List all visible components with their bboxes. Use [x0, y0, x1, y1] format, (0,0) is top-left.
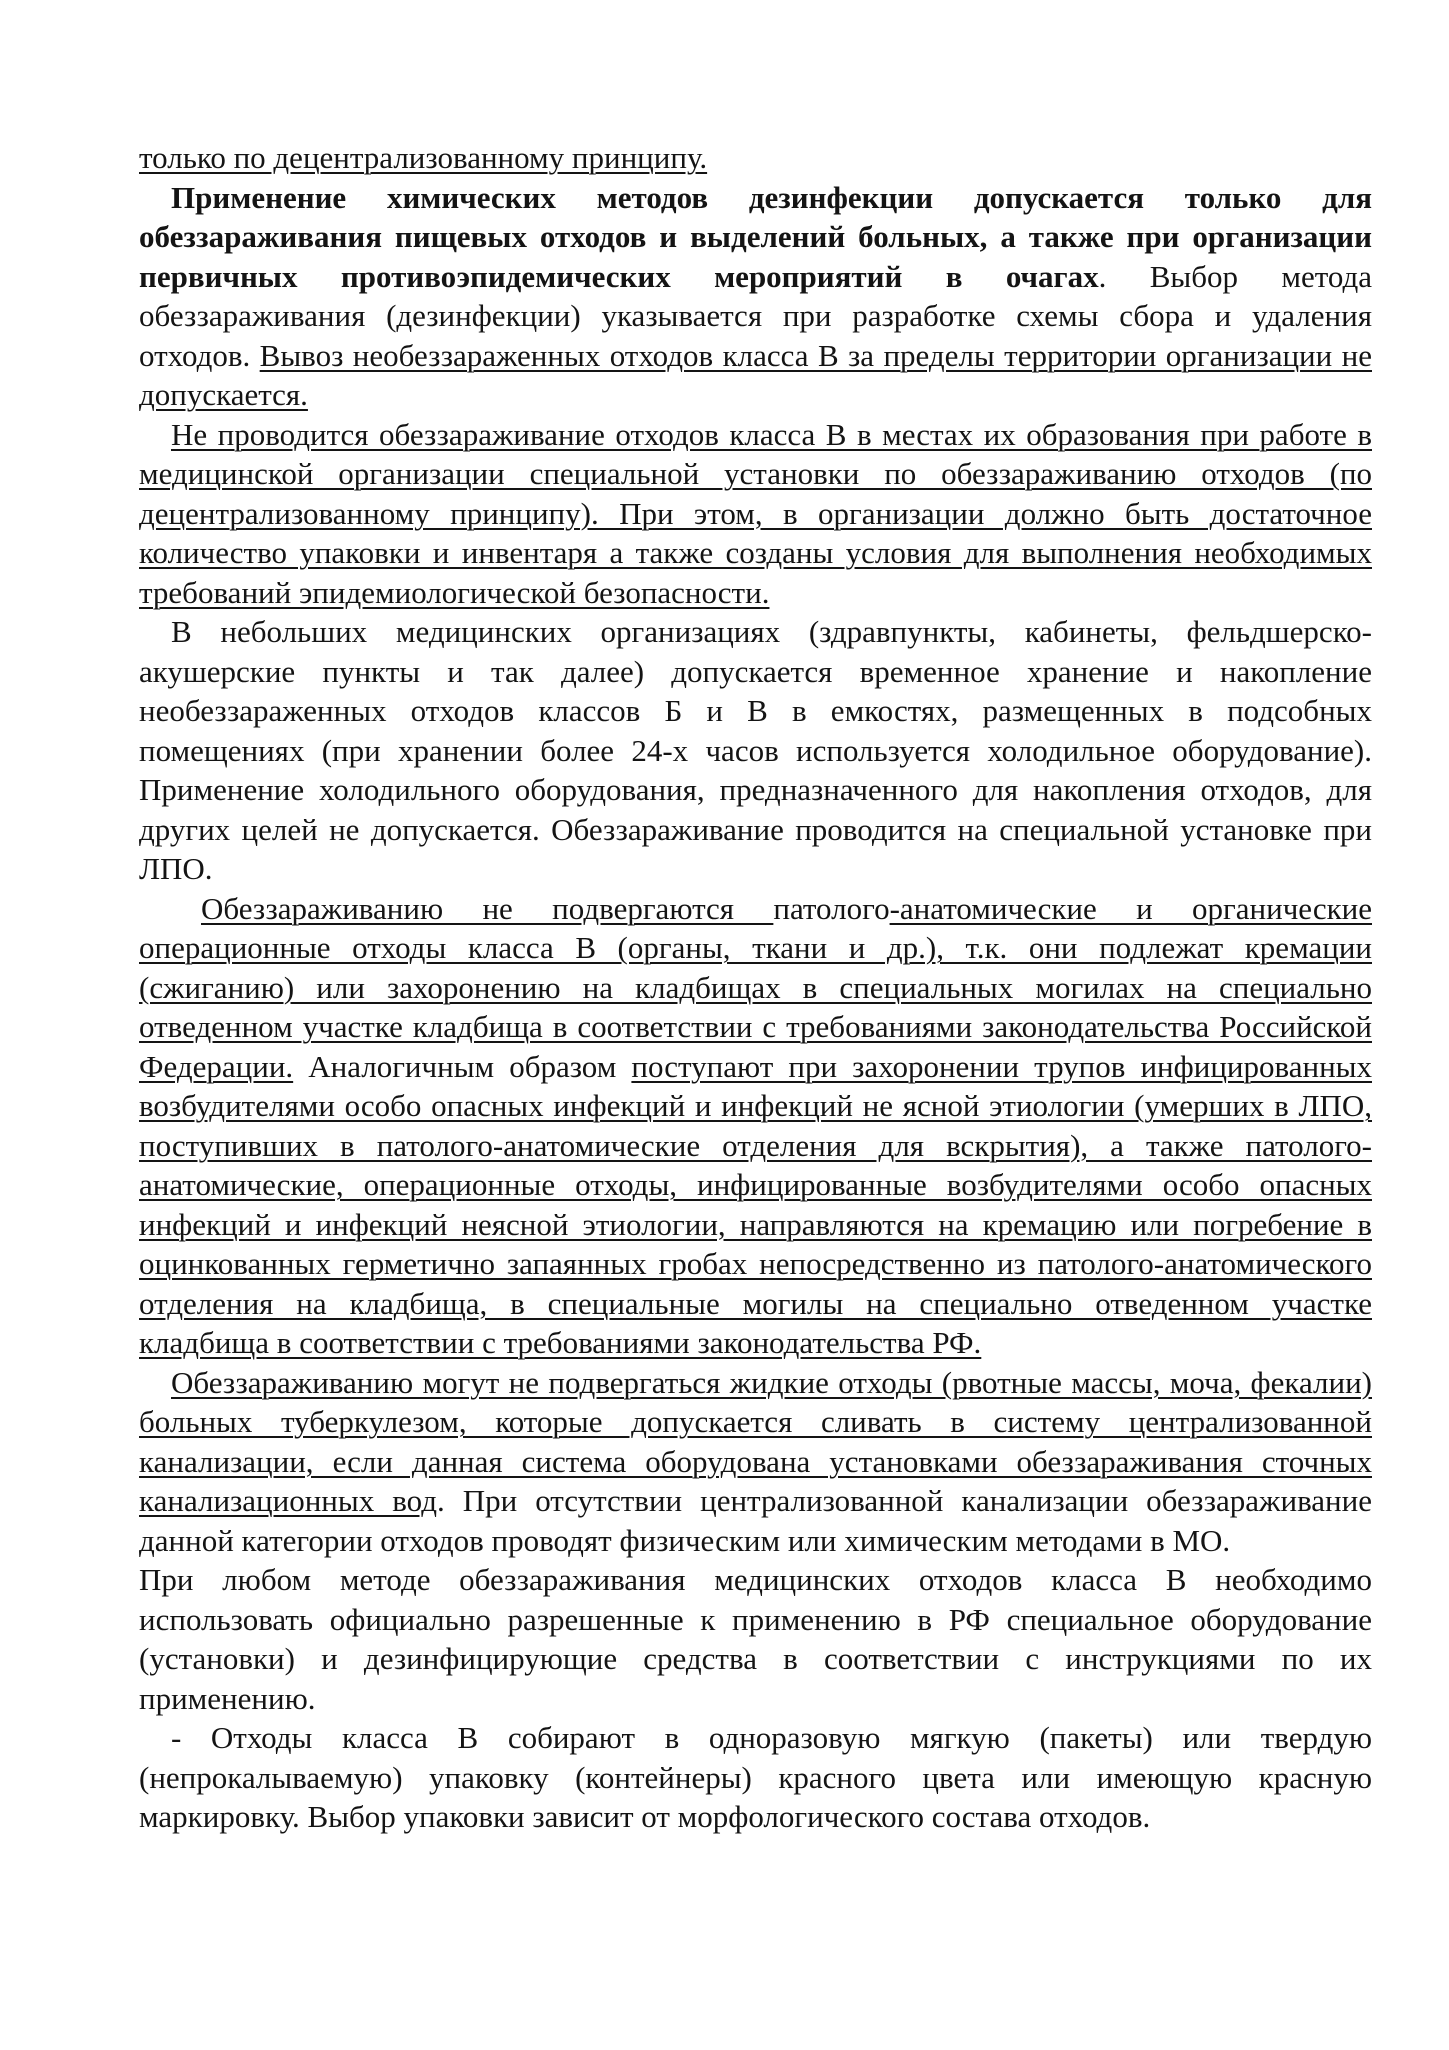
text-segment: В небольших медицинских организациях (здравпункты, кабинеты, фельдшерско-акушерские пункты и так далее) допускается временное хранение и накопление необеззараженных отходов классов Б и В в емкостях, размещенных в подсобных помещениях (при хранении более 24-х часов используется холодильное оборудование). Применение холодильного оборудования, предназначенного для накопления отходов, для других целей не допускается. Обеззараживание проводится на специальной установке при ЛПО. [139, 614, 1372, 886]
paragraph-8 [139, 1718, 1372, 1837]
text-segment: только по децентрализованному принципу. [139, 140, 708, 175]
paragraph-2 [139, 178, 1372, 415]
text-segment: Аналогичным образом [293, 1048, 632, 1084]
paragraph-5 [139, 889, 1372, 1363]
paragraph-7 [139, 1560, 1372, 1718]
text-segment: Вывоз необеззараженных отходов класса В за пределы территории организации не допускается. [139, 337, 1372, 412]
paragraph-3 [139, 415, 1372, 613]
document-page [139, 138, 1372, 1837]
text-segment: -анатомические и органические операционные отходы класса В (органы, ткани и др.), т.к. они подлежат кремации (сжиганию) или захоронению на кладбищах в специальных могилах на специально отведенном участке кладбища в соответствии с требованиями законодательства Российской Федерации. [139, 890, 1372, 1084]
text-segment: - Отходы класса В собирают в одноразовую мягкую (пакеты) или твердую (непрокалываемую) упаковку (контейнеры) красного цвета или имеющую красную маркировку. Выбор упаковки зависит от морфологического состава отходов. [139, 1720, 1372, 1834]
text-segment: Применение химических методов дезинфекции допускается только для обеззараживания пищевых отходов и выделений больных, а также при организации первичных противоэпидемических мероприятий в очагах [139, 179, 1372, 294]
text-segment: При любом методе обеззараживания медицинских отходов класса В необходимо использовать официально разрешенные к применению в РФ специальное оборудование (установки) и дезинфицирующие средства в соответствии с инструкциями по их применению. [139, 1562, 1372, 1716]
paragraph-6 [139, 1363, 1372, 1561]
text-segment: . При отсутствии централизованной канализации обеззараживание данной категории отходов проводят физическим или химическим методами в МО. [139, 1483, 1372, 1558]
paragraph-4 [139, 612, 1372, 889]
text-segment: поступают при захоронении трупов инфицированных возбудителями особо опасных инфекций и инфекций не ясной этиологии (умерших в ЛПО, поступивших в патолого-анатомические отделения для вскрытия), а также патолого-анатомические, операционные отходы, инфицированные возбудителями особо опасных инфекций и инфекций неясной этиологии, направляются на кремацию или погребение в оцинкованных герметично запаянных гробах непосредственно из патолого-анатомического отделения на кладбища, в специальные могилы на специально отведенном участке кладбища в соответствии с требованиями законодательства РФ. [139, 1048, 1372, 1360]
text-segment: патолого [773, 890, 890, 926]
text-segment: Не проводится обеззараживание отходов класса В в местах их образования при работе в медицинской организации специальной установки по обеззараживанию отходов (по децентрализованному принципу). При этом, в организации должно быть достаточное количество упаковки и инвентаря а также созданы условия для выполнения необходимых требований эпидемиологической безопасности. [139, 416, 1372, 610]
text-segment: Обеззараживанию не подвергаются [201, 890, 774, 926]
text-segment: . Выбор метода обеззараживания (дезинфекции) указывается при разработке схемы сбора и удаления отходов. [139, 258, 1372, 373]
text-segment: Обеззараживанию могут не подвергаться жидкие отходы (рвотные массы, моча, фекалии) больных туберкулезом, которые допускается сливать в систему централизованной канализации, если данная система оборудована установками обеззараживания сточных канализационных вод [139, 1364, 1372, 1518]
paragraph-1 [139, 138, 1372, 178]
